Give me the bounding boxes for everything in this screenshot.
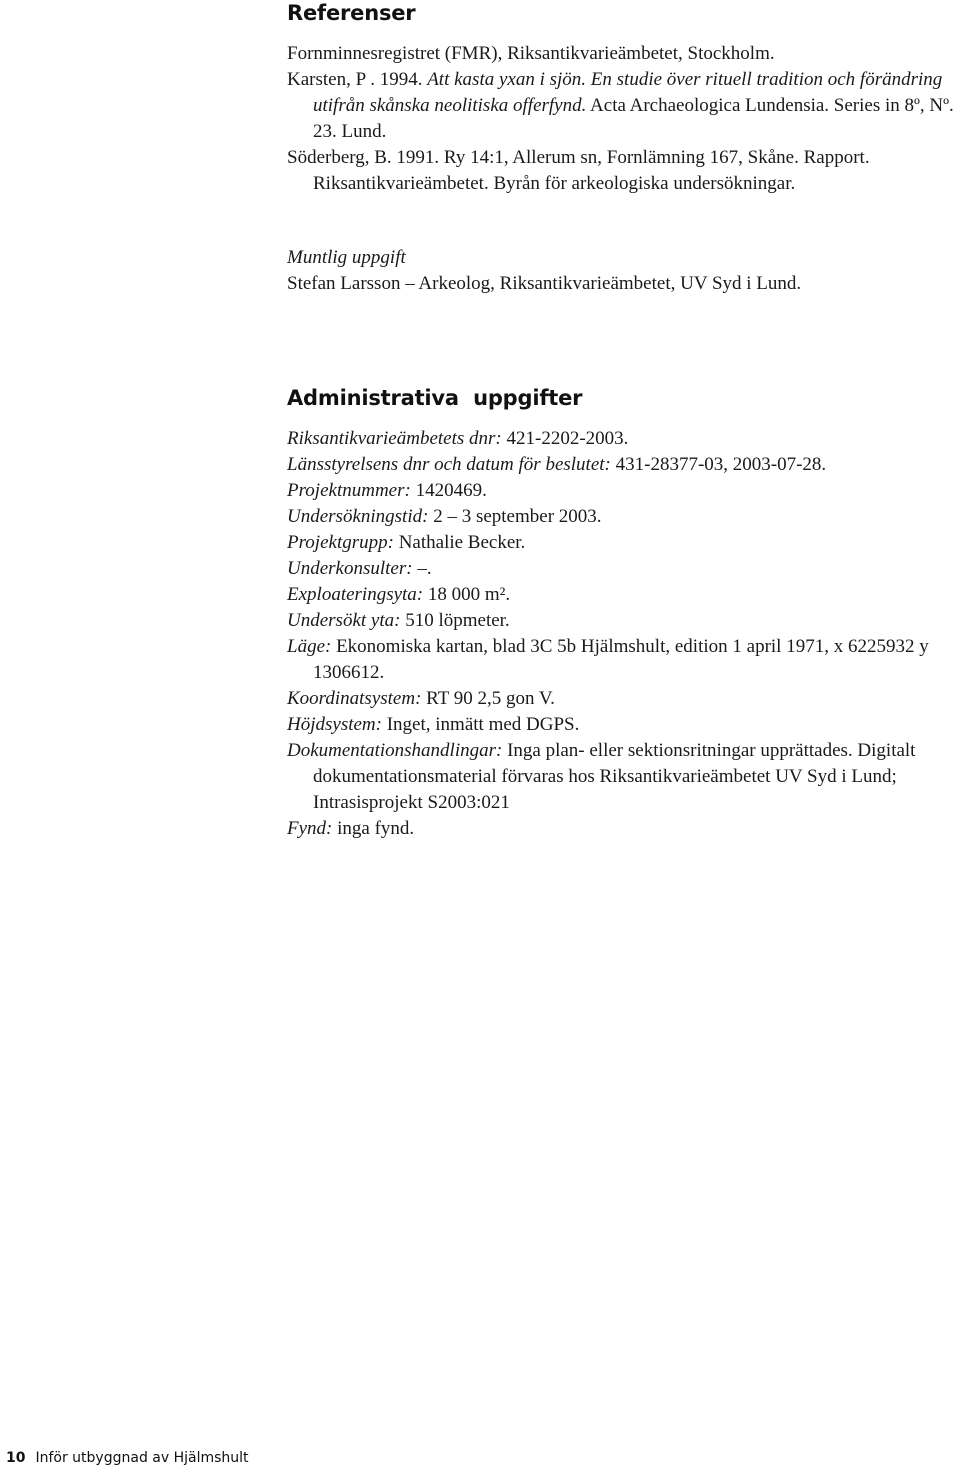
oral-source-label: Muntlig uppgift: [287, 247, 406, 268]
admin-item: [287, 530, 960, 556]
admin-item: [287, 452, 960, 478]
admin-label: Läge:: [287, 636, 332, 657]
admin-label: Projektnummer:: [287, 480, 411, 501]
reference-entry: [287, 67, 960, 145]
admin-item: [287, 712, 960, 738]
reference-text: Fornminnesregistret (FMR), Riksantikvarieämbetet, Stockholm.: [287, 43, 775, 64]
reference-text: Acta Archaeologica Lundensia. Series in 8º, Nº. 23. Lund.: [313, 95, 954, 142]
admin-list: [287, 426, 960, 842]
admin-value: 18 000 m².: [423, 584, 511, 605]
admin-value: Inga plan- eller sektionsritningar upprättades. Digitalt dokumentationsmaterial förvaras hos Riksantikvarieämbetet UV Syd i Lund; Intrasisprojekt S2003:021: [313, 740, 916, 813]
admin-label: Underkonsulter:: [287, 558, 413, 579]
references-heading: Referenser: [287, 1, 416, 25]
reference-text: Söderberg, B. 1991. Ry 14:1, Allerum sn, Fornlämning 167, Skåne. Rapport. Riksantikvarieämbetet. Byrån för arkeologiska undersökningar.: [287, 147, 870, 194]
admin-item: [287, 686, 960, 712]
admin-item: [287, 608, 960, 634]
page-number: 10: [6, 1450, 26, 1466]
admin-label: Undersökningstid:: [287, 506, 429, 527]
admin-value: 2 – 3 september 2003.: [428, 506, 602, 527]
reference-text: Karsten, P . 1994.: [287, 69, 428, 90]
admin-value: Nathalie Becker.: [393, 532, 526, 553]
admin-value: inga fynd.: [332, 818, 415, 839]
admin-item: [287, 738, 960, 816]
admin-value: RT 90 2,5 gon V.: [421, 688, 555, 709]
running-title: Inför utbyggnad av Hjälmshult: [35, 1450, 249, 1466]
reference-entry: [287, 145, 960, 197]
admin-item: [287, 504, 960, 530]
admin-value: Inget, inmätt med DGPS.: [381, 714, 580, 735]
admin-value: Ekonomiska kartan, blad 3C 5b Hjälmshult, edition 1 april 1971, x 6225932 y 1306612.: [313, 636, 929, 683]
oral-source-text: Stefan Larsson – Arkeolog, Riksantikvarieämbetet, UV Syd i Lund.: [287, 273, 802, 294]
admin-label: Länsstyrelsens dnr och datum för beslutet:: [287, 454, 611, 475]
reference-title: Att kasta yxan i sjön. En studie över rituell tradition och förändring utifrån skånska neolitiska offerfynd.: [313, 69, 943, 116]
admin-value: –.: [412, 558, 432, 579]
admin-heading: Administrativa uppgifter: [287, 386, 583, 410]
admin-value: 510 löpmeter.: [400, 610, 510, 631]
page-footer: [6, 1450, 249, 1466]
admin-item: [287, 426, 960, 452]
admin-item: [287, 556, 960, 582]
admin-label: Riksantikvarieämbetets dnr:: [287, 428, 502, 449]
admin-item: [287, 582, 960, 608]
admin-label: Projektgrupp:: [287, 532, 394, 553]
admin-label: Undersökt yta:: [287, 610, 401, 631]
admin-value: 431-28377-03, 2003-07-28.: [610, 454, 827, 475]
admin-label: Fynd:: [287, 818, 333, 839]
admin-item: [287, 816, 960, 842]
admin-label: Exploateringsyta:: [287, 584, 424, 605]
reference-entry: [287, 41, 960, 67]
admin-item: [287, 478, 960, 504]
oral-source: [287, 245, 960, 297]
references-list: [287, 41, 960, 197]
admin-value: 421-2202-2003.: [501, 428, 629, 449]
admin-label: Dokumentationshandlingar:: [287, 740, 503, 761]
admin-label: Koordinatsystem:: [287, 688, 422, 709]
admin-value: 1420469.: [410, 480, 487, 501]
admin-label: Höjdsystem:: [287, 714, 382, 735]
admin-item: [287, 634, 960, 686]
